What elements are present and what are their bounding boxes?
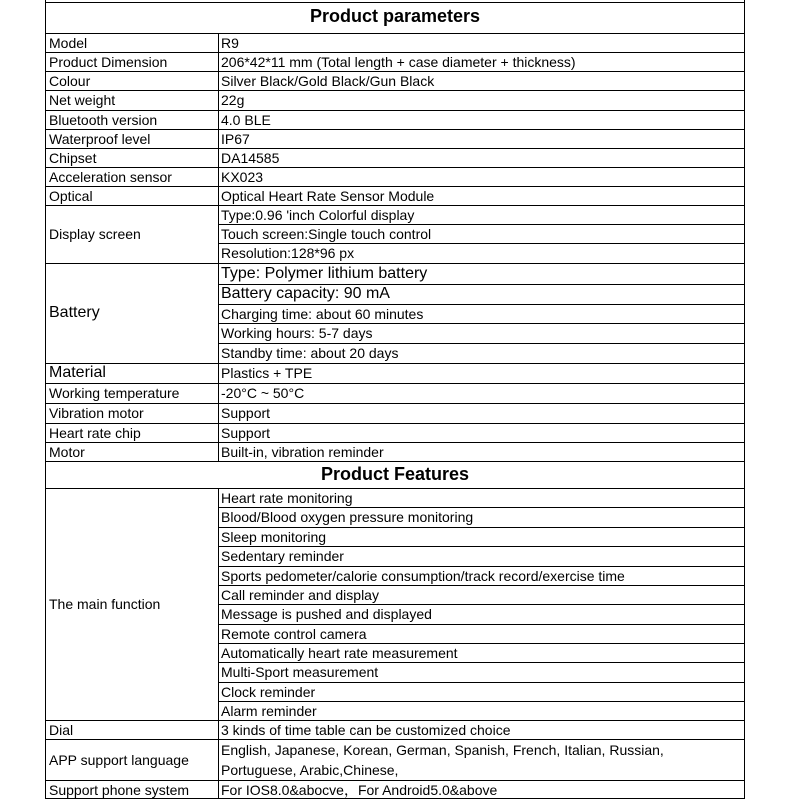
label-colour: Colour bbox=[49, 72, 91, 89]
label-support-phone-system: Support phone system bbox=[49, 781, 190, 798]
value-display-screen: Type:0.96 'inch Colorful display bbox=[221, 206, 415, 223]
value-waterproof-level: IP67 bbox=[221, 130, 250, 147]
value-battery: Charging time: about 60 minutes bbox=[221, 305, 424, 322]
sub-row-divider bbox=[218, 604, 744, 605]
label-the-main-function: The main function bbox=[49, 596, 161, 612]
value-heart-rate-chip: Support bbox=[221, 424, 271, 441]
value-product-dimension: 206*42*11 mm (Total length + case diameter + thickness) bbox=[221, 53, 576, 70]
column-divider bbox=[218, 33, 219, 461]
parameters-title: Product parameters bbox=[309, 6, 481, 26]
feature-item: Multi-Sport measurement bbox=[221, 664, 379, 680]
sub-row-divider bbox=[218, 243, 744, 244]
value-model: R9 bbox=[221, 34, 239, 51]
spec-sheet bbox=[45, 0, 745, 799]
feature-item: Remote control camera bbox=[221, 625, 367, 642]
value-material: Plastics + TPE bbox=[221, 365, 313, 381]
label-model: Model bbox=[49, 34, 88, 51]
features-title: Product Features bbox=[320, 464, 470, 484]
sub-row-divider bbox=[218, 304, 744, 305]
label-battery: Battery bbox=[49, 304, 100, 321]
sub-row-divider bbox=[218, 682, 744, 683]
value-motor: Built-in, vibration reminder bbox=[221, 443, 384, 460]
sub-row-divider bbox=[218, 566, 744, 567]
value-vibration-motor: Support bbox=[221, 405, 271, 421]
feature-item: Automatically heart rate measurement bbox=[221, 644, 458, 661]
label-optical: Optical bbox=[49, 187, 93, 204]
label-heart-rate-chip: Heart rate chip bbox=[49, 424, 141, 441]
value-support-phone-system: For IOS8.0&abocve，For Android5.0&above bbox=[221, 781, 498, 798]
sub-row-divider bbox=[218, 701, 744, 702]
sub-row-divider bbox=[218, 507, 744, 508]
value-acceleration-sensor: KX023 bbox=[221, 168, 264, 185]
feature-item: Clock reminder bbox=[221, 683, 316, 700]
feature-item: Message is pushed and displayed bbox=[221, 606, 432, 622]
column-divider bbox=[218, 488, 219, 799]
value-display-screen: Touch screen:Single touch control bbox=[221, 225, 432, 242]
feature-item: Sports pedometer/calorie consumption/track record/exercise time bbox=[221, 567, 625, 584]
feature-item: Blood/Blood oxygen pressure monitoring bbox=[221, 509, 474, 525]
label-dial: Dial bbox=[49, 721, 74, 738]
feature-item: Call reminder and display bbox=[221, 586, 379, 603]
feature-item: Sleep monitoring bbox=[221, 528, 327, 545]
feature-item: Sedentary reminder bbox=[221, 548, 344, 564]
row-divider bbox=[46, 798, 744, 799]
sub-row-divider bbox=[218, 343, 744, 344]
label-vibration-motor: Vibration motor bbox=[49, 405, 144, 421]
sub-row-divider bbox=[218, 323, 744, 324]
sub-row-divider bbox=[218, 624, 744, 625]
label-acceleration-sensor: Acceleration sensor bbox=[49, 168, 172, 185]
sub-row-divider bbox=[218, 662, 744, 663]
label-material: Material bbox=[49, 364, 106, 381]
value-optical: Optical Heart Rate Sensor Module bbox=[221, 187, 435, 204]
feature-item: Alarm reminder bbox=[221, 702, 317, 719]
row-divider bbox=[46, 2, 744, 3]
value-colour: Silver Black/Gold Black/Gun Black bbox=[221, 72, 435, 89]
value-working-temperature: -20°C ~ 50°C bbox=[221, 385, 305, 401]
label-display-screen: Display screen bbox=[49, 226, 141, 242]
value-chipset: DA14585 bbox=[221, 149, 280, 166]
sub-row-divider bbox=[218, 643, 744, 644]
row-divider bbox=[46, 461, 744, 462]
sub-row-divider bbox=[218, 585, 744, 586]
value-bluetooth-version: 4.0 BLE bbox=[221, 111, 271, 128]
value-battery: Type: Polymer lithium battery bbox=[221, 264, 428, 282]
label-motor: Motor bbox=[49, 443, 85, 460]
label-bluetooth-version: Bluetooth version bbox=[49, 111, 158, 128]
value-dial: 3 kinds of time table can be customized choice bbox=[221, 721, 511, 738]
value-net-weight: 22g bbox=[221, 92, 245, 108]
sub-row-divider bbox=[218, 546, 744, 547]
value-battery: Working hours: 5-7 days bbox=[221, 325, 373, 341]
sub-row-divider bbox=[218, 224, 744, 225]
label-working-temperature: Working temperature bbox=[49, 385, 180, 401]
label-chipset: Chipset bbox=[49, 149, 97, 166]
label-net-weight: Net weight bbox=[49, 92, 116, 108]
sub-row-divider bbox=[218, 527, 744, 528]
sub-row-divider bbox=[218, 284, 744, 285]
label-waterproof-level: Waterproof level bbox=[49, 130, 151, 147]
value-display-screen: Resolution:128*96 px bbox=[221, 245, 355, 261]
value-battery: Standby time: about 20 days bbox=[221, 345, 399, 361]
value-battery: Battery capacity: 90 mA bbox=[221, 285, 390, 302]
label-product-dimension: Product Dimension bbox=[49, 53, 168, 70]
label-app-support-language: APP support language bbox=[49, 751, 189, 768]
feature-item: Heart rate monitoring bbox=[221, 489, 353, 506]
value-app-support-language: English, Japanese, Korean, German, Spanish, French, Italian, Russian, Portuguese, Arabic,Chinese, bbox=[221, 742, 664, 778]
